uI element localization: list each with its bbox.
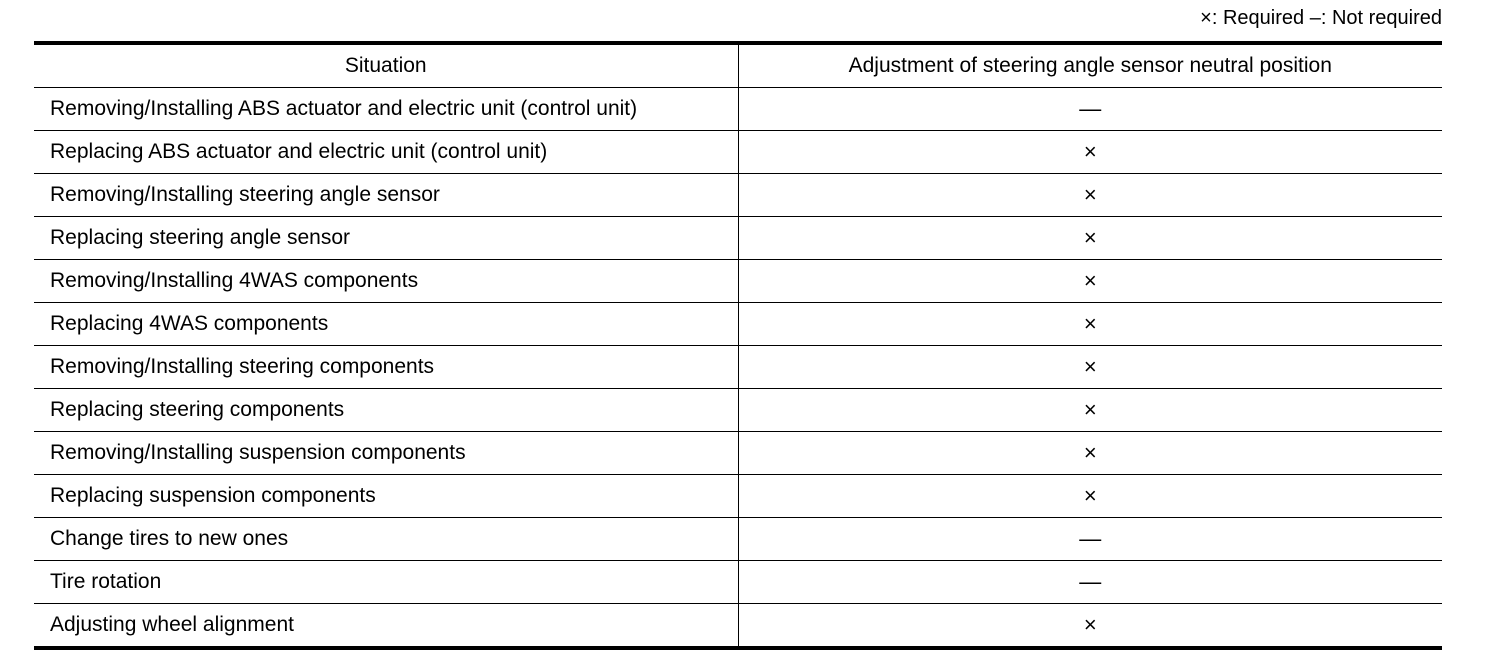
situation-cell: Replacing steering angle sensor [34, 217, 738, 260]
situation-cell: Removing/Installing steering components [34, 346, 738, 389]
adjustment-table [34, 41, 1442, 650]
adjustment-cell: × [738, 346, 1442, 389]
situation-cell: Tire rotation [34, 561, 738, 604]
adjustment-cell: × [738, 389, 1442, 432]
adjustment-cell: × [738, 432, 1442, 475]
table-row [34, 604, 1442, 649]
legend-required: ×: Required [1200, 7, 1305, 29]
situation-cell: Replacing ABS actuator and electric unit (control unit) [34, 131, 738, 174]
situation-cell: Removing/Installing 4WAS components [34, 260, 738, 303]
table-row [34, 217, 1442, 260]
header-situation: Situation [34, 43, 738, 88]
situation-cell: Removing/Installing suspension components [34, 432, 738, 475]
adjustment-cell: × [738, 604, 1442, 649]
table-row [34, 260, 1442, 303]
table-header-row [34, 43, 1442, 88]
adjustment-cell: × [738, 131, 1442, 174]
table-row [34, 561, 1442, 604]
adjustment-cell: — [738, 518, 1442, 561]
adjustment-cell: × [738, 217, 1442, 260]
situation-cell: Removing/Installing steering angle sensor [34, 174, 738, 217]
legend [1200, 6, 1442, 30]
situation-cell: Change tires to new ones [34, 518, 738, 561]
header-adjustment: Adjustment of steering angle sensor neutral position [738, 43, 1442, 88]
table-row [34, 389, 1442, 432]
table-row [34, 303, 1442, 346]
adjustment-cell: × [738, 303, 1442, 346]
table-row [34, 432, 1442, 475]
table-row [34, 131, 1442, 174]
adjustment-cell: × [738, 260, 1442, 303]
table-row [34, 174, 1442, 217]
adjustment-cell: × [738, 475, 1442, 518]
legend-not-required: –: Not required [1309, 7, 1442, 29]
situation-cell: Adjusting wheel alignment [34, 604, 738, 649]
table-row [34, 346, 1442, 389]
adjustment-cell: — [738, 561, 1442, 604]
table-row [34, 475, 1442, 518]
adjustment-cell: — [738, 88, 1442, 131]
situation-cell: Replacing suspension components [34, 475, 738, 518]
situation-cell: Replacing steering components [34, 389, 738, 432]
adjustment-cell: × [738, 174, 1442, 217]
situation-cell: Removing/Installing ABS actuator and electric unit (control unit) [34, 88, 738, 131]
table-row [34, 518, 1442, 561]
situation-cell: Replacing 4WAS components [34, 303, 738, 346]
table-row [34, 88, 1442, 131]
